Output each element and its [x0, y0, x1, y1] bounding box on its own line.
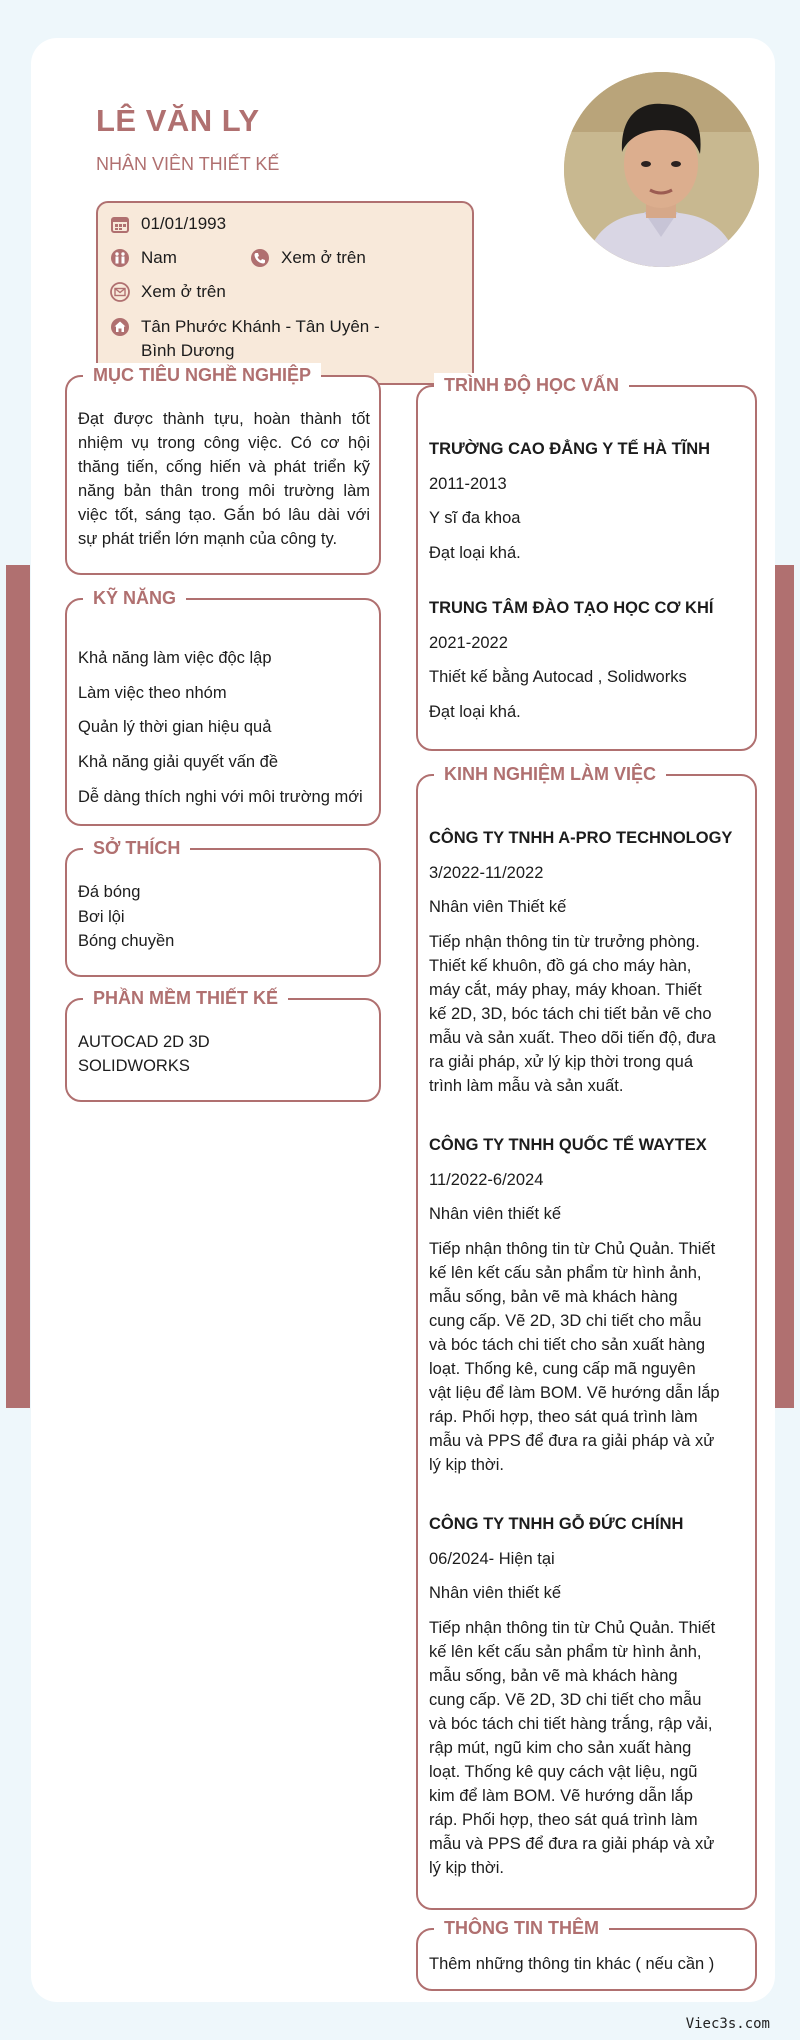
education-result: Đạt loại khá.	[429, 544, 521, 562]
birthday-row	[110, 212, 226, 236]
email-text: Xem ở trên	[141, 282, 226, 301]
skills-section	[65, 588, 381, 826]
company-name: CÔNG TY TNHH QUỐC TẾ WAYTEX	[429, 1136, 707, 1154]
contact-info-box	[96, 201, 474, 385]
software-heading: PHẦN MỀM THIẾT KẾ	[83, 986, 288, 1010]
hobby-item: Đá bóng	[78, 883, 141, 901]
hobby-item: Bơi lội	[78, 908, 125, 926]
job-position: Nhân viên thiết kế	[429, 1205, 562, 1223]
education-major: Thiết kế bằng Autocad , Solidworks	[429, 668, 687, 686]
home-icon	[110, 317, 130, 337]
skill-item: Khả năng làm việc độc lập	[78, 649, 272, 667]
job-title: NHÂN VIÊN THIẾT KẾ	[96, 154, 280, 174]
skills-heading: KỸ NĂNG	[83, 586, 186, 610]
skill-item: Làm việc theo nhóm	[78, 684, 227, 702]
job-description: Tiếp nhận thông tin từ trưởng phòng. Thiết kế khuôn, đồ gá cho máy hàn, máy cắt, máy phay, máy khoan. Thiết kế 2D, 3D, bóc tách chi tiết bản vẽ cho mẫu và sản xuất. Theo dõi tiến độ, đưa ra giải pháp, xử lý kịp thời trong quá trình làm mẫu và sản xuất.	[429, 933, 716, 1095]
gender-icon	[110, 248, 130, 268]
school-name: TRUNG TÂM ĐÀO TẠO HỌC CƠ KHÍ	[429, 599, 714, 617]
education-major: Y sĩ đa khoa	[429, 509, 521, 527]
education-period: 2021-2022	[429, 634, 508, 652]
company-name: CÔNG TY TNHH A-PRO TECHNOLOGY	[429, 829, 733, 847]
skill-item: Khả năng giải quyết vấn đề	[78, 753, 278, 771]
job-position: Nhân viên thiết kế	[429, 1584, 562, 1602]
education-period: 2011-2013	[429, 475, 507, 493]
job-description: Tiếp nhận thông tin từ Chủ Quản. Thiết kế lên kết cấu sản phẩm từ hình ảnh, mẫu sống, bản vẽ mà khách hàng cung cấp. Vẽ 2D, 3D chi tiết cho mẫu và bóc tách chi tiết hàng trắng, rập vải, rập mút, ngũ kim cho sản xuất hàng loạt. Thống kê quy cách vật liệu, ngũ kim để làm BOM. Vẽ hướng dẫn lắp ráp. Phối hợp, theo sát quá trình làm mẫu và PPS để đưa ra giải pháp và xử lý kịp thời.	[429, 1619, 716, 1877]
job-period: 06/2024- Hiện tại	[429, 1550, 555, 1568]
email-row	[110, 280, 226, 304]
job-position: Nhân viên Thiết kế	[429, 898, 567, 916]
education-result: Đạt loại khá.	[429, 703, 521, 721]
gender-text: Nam	[141, 248, 177, 267]
company-name: CÔNG TY TNHH GỖ ĐỨC CHÍNH	[429, 1515, 684, 1533]
experience-heading: KINH NGHIỆM LÀM VIỆC	[434, 762, 666, 786]
phone-row	[250, 246, 366, 270]
birthday-text: 01/01/1993	[141, 214, 227, 233]
extra-info-text: Thêm những thông tin khác ( nếu cần )	[429, 1955, 715, 1973]
cv-page	[31, 38, 775, 2002]
hobbies-heading: SỞ THÍCH	[83, 836, 190, 860]
email-icon	[110, 282, 130, 302]
job-period: 3/2022-11/2022	[429, 864, 544, 882]
school-name: TRƯỜNG CAO ĐẲNG Y TẾ HÀ TĨNH	[429, 440, 711, 458]
skill-item: Quản lý thời gian hiệu quả	[78, 718, 272, 736]
objective-section	[65, 365, 381, 575]
hobby-item: Bóng chuyền	[78, 932, 175, 950]
software-section	[65, 988, 381, 1102]
job-period: 11/2022-6/2024	[429, 1171, 544, 1189]
phone-text: Xem ở trên	[281, 248, 366, 267]
address-text: Tân Phước Khánh - Tân Uyên -Bình Dương	[141, 317, 380, 360]
experience-section	[416, 764, 757, 1910]
left-accent-band	[6, 565, 30, 1408]
software-item: AUTOCAD 2D 3D	[78, 1033, 210, 1051]
gender-row	[110, 246, 177, 270]
extra-info-section	[416, 1918, 757, 1991]
job-description: Tiếp nhận thông tin từ Chủ Quản. Thiết kế lên kết cấu sản phẩm từ hình ảnh, mẫu sống, bản vẽ mà khách hàng cung cấp. Vẽ 2D, 3D chi tiết cho mẫu và bóc tách chi tiết cho sản xuất hàng loạt. Thống kê, cung cấp mã nguyên vật liệu để làm BOM. Vẽ hướng dẫn lắp ráp. Phối hợp, theo sát quá trình làm mẫu và PPS để đưa ra giải pháp và xử lý kịp thời.	[429, 1240, 720, 1474]
extra-info-heading: THÔNG TIN THÊM	[434, 1916, 609, 1940]
education-section	[416, 375, 757, 751]
education-heading: TRÌNH ĐỘ HỌC VẤN	[434, 373, 629, 397]
phone-icon	[250, 248, 270, 268]
candidate-name: LÊ VĂN LY	[96, 103, 260, 138]
hobbies-section	[65, 838, 381, 977]
calendar-icon	[110, 214, 130, 234]
address-row	[110, 315, 410, 363]
watermark: Viec3s.com	[685, 2016, 770, 2032]
profile-photo	[564, 72, 759, 267]
skill-item: Dễ dàng thích nghi với môi trường mới	[78, 788, 363, 806]
objective-heading: MỤC TIÊU NGHỀ NGHIỆP	[83, 363, 321, 387]
objective-text: Đạt được thành tựu, hoàn thành tốt nhiệm vụ trong công việc. Có cơ hội thăng tiến, cống hiến và phát triển kỹ năng bản thân trong môi trường làm việc tốt, sáng tạo. Gắn bó lâu dài với sự phát triển lớn mạnh của công ty.	[78, 410, 370, 548]
software-item: SOLIDWORKS	[78, 1057, 190, 1075]
